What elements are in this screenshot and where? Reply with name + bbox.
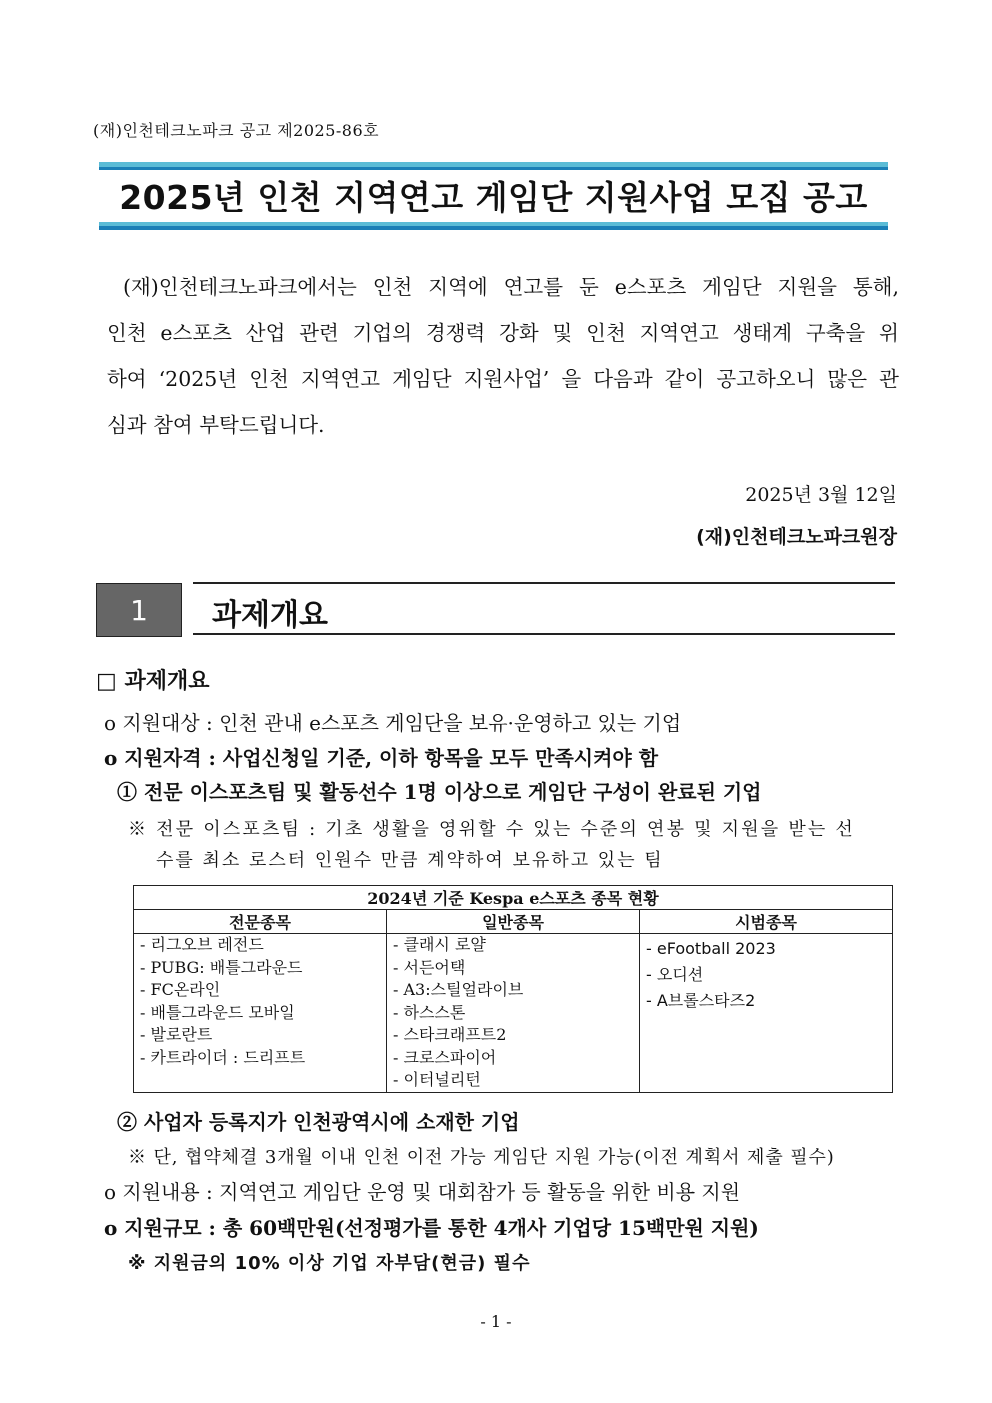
condition-2: ② 사업자 등록지가 인천광역시에 소재한 기업 — [117, 1110, 520, 1134]
intro-word: 경쟁력 — [425, 321, 486, 345]
intro-word: 구축을 — [805, 321, 866, 345]
intro-word: 연고를 — [503, 275, 564, 299]
item-target: o 지원대상 : 인천 관내 e스포츠 게임단을 보유·운영하고 있는 기업 — [104, 711, 682, 735]
intro-word: 강화 — [499, 321, 539, 345]
intro-word: 관 — [879, 367, 899, 391]
intro-word: 게임단 — [702, 275, 762, 299]
note-3: ※ 지원금의 10% 이상 기업 자부담(현금) 필수 — [128, 1253, 531, 1274]
table-col-pro — [134, 934, 387, 1093]
notice-date: 2025년 3월 12일 — [745, 484, 897, 506]
intro-word: 공고하오니 — [716, 367, 816, 391]
intro-word: 둔 — [578, 275, 599, 299]
table-cell: - 리그오브 레전드 — [140, 935, 264, 954]
intro-paragraph — [107, 270, 899, 454]
table-cell: - FC온라인 — [140, 980, 221, 999]
title-bar-bottom-accent — [99, 226, 888, 230]
table-cell: - 서든어택 — [393, 957, 466, 977]
table-header-pro: 전문종목 — [134, 910, 387, 934]
table-col-general — [387, 934, 640, 1093]
intro-line-3 — [107, 362, 899, 408]
subheading: □ 과제개요 — [96, 669, 210, 694]
section-number: 1 — [130, 593, 148, 627]
condition-1: ① 전문 이스포츠팀 및 활동선수 1명 이상으로 게임단 구성이 완료된 기업 — [117, 780, 762, 804]
intro-word: 을 — [561, 367, 582, 391]
intro-word: 게임단 — [392, 367, 452, 391]
table-cell: - 클래시 로얄 — [393, 935, 486, 954]
intro-word: 심과 참여 부탁드립니다. — [107, 413, 325, 437]
table-cell: - 이터널리턴 — [393, 1070, 481, 1089]
item-scale: o 지원규모 : 총 60백만원(선정평가를 통한 4개사 기업당 15백만원 지원) — [104, 1216, 759, 1240]
table-cell: - 배틀그라운드 모바일 — [140, 1002, 295, 1022]
intro-line-2 — [107, 316, 899, 362]
note-2: ※ 단, 협약체결 3개월 이내 인천 이전 가능 게임단 지원 가능(이전 계획서 제출 필수) — [128, 1147, 835, 1168]
intro-line-4 — [107, 408, 899, 454]
table-cell: - 카트라이더 : 드리프트 — [140, 1047, 306, 1067]
section-number-box — [96, 583, 182, 637]
table-cell: - 오디션 — [646, 965, 704, 984]
page-title: 2025년 인천 지역연고 게임단 지원사업 모집 공고 — [119, 178, 868, 217]
table-cell: - PUBG: 배틀그라운드 — [140, 957, 303, 977]
table-cell: - A브롤스타즈2 — [646, 991, 756, 1010]
table-cell: - 발로란트 — [140, 1025, 213, 1044]
item-content: o 지원내용 : 지역연고 게임단 운영 및 대회참가 등 활동을 위한 비용 지원 — [104, 1180, 741, 1204]
section-rule-top — [193, 582, 895, 584]
intro-word: e스포츠 — [614, 275, 687, 299]
section-title: 과제개요 — [212, 598, 328, 633]
intro-word: 지역연고 — [639, 321, 719, 345]
table-caption: 2024년 기준 Kespa e스포츠 종목 현황 — [134, 886, 893, 910]
intro-word: 많은 — [827, 367, 868, 391]
intro-word: ‘2025년 — [158, 367, 238, 391]
intro-word: 위 — [879, 321, 899, 345]
intro-word: 지역연고 — [300, 367, 381, 391]
intro-word: 및 — [552, 321, 573, 345]
table-cell: - eFootball 2023 — [646, 939, 776, 958]
intro-word: 관련 — [299, 321, 339, 345]
table-cell: - A3:스틸얼라이브 — [393, 980, 524, 999]
intro-word: 인천 — [249, 367, 289, 391]
title-bar-top-accent — [99, 167, 888, 170]
issuer: (재)인천테크노파크원장 — [696, 526, 897, 548]
intro-word: 같이 — [664, 367, 705, 391]
table-header-demo: 시범종목 — [640, 910, 893, 934]
intro-word: 하여 — [107, 367, 147, 391]
table-cell: - 크로스파이어 — [393, 1047, 497, 1067]
note-1-line-1: ※ 전문 이스포츠팀 : 기초 생활을 영위할 수 있는 수준의 연봉 및 지원을 받는 선 — [128, 819, 856, 840]
page-number: - 1 - — [480, 1312, 512, 1331]
intro-word: 지원사업’ — [463, 367, 550, 391]
intro-line-1 — [107, 270, 899, 316]
note-1-line-2: 수를 최소 로스터 인원수 만큼 계약하여 보유하고 있는 팀 — [156, 850, 664, 871]
intro-word: 다음과 — [593, 367, 653, 391]
intro-word: 통해, — [852, 275, 899, 299]
intro-word: (재)인천테크노파크에서는 — [123, 275, 357, 299]
intro-word: 산업 — [245, 321, 286, 345]
notice-number: (재)인천테크노파크 공고 제2025-86호 — [93, 121, 380, 140]
intro-word: 지원을 — [777, 275, 837, 299]
intro-word: 인천 — [372, 275, 413, 299]
table-cell: - 하스스톤 — [393, 1002, 466, 1022]
intro-word: 기업의 — [352, 321, 413, 345]
item-eligibility: o 지원자격 : 사업신청일 기준, 이하 항목을 모두 만족시켜야 함 — [104, 746, 659, 770]
table-header-general: 일반종목 — [387, 910, 640, 934]
kespa-event-table — [133, 885, 893, 1093]
intro-word: 인천 — [586, 321, 626, 345]
intro-word: e스포츠 — [160, 321, 232, 345]
intro-word: 생태계 — [732, 321, 793, 345]
intro-word: 지역에 — [428, 275, 488, 299]
table-cell: - 스타크래프트2 — [393, 1025, 507, 1044]
table-col-demo — [640, 934, 893, 1093]
intro-word: 인천 — [107, 321, 147, 345]
